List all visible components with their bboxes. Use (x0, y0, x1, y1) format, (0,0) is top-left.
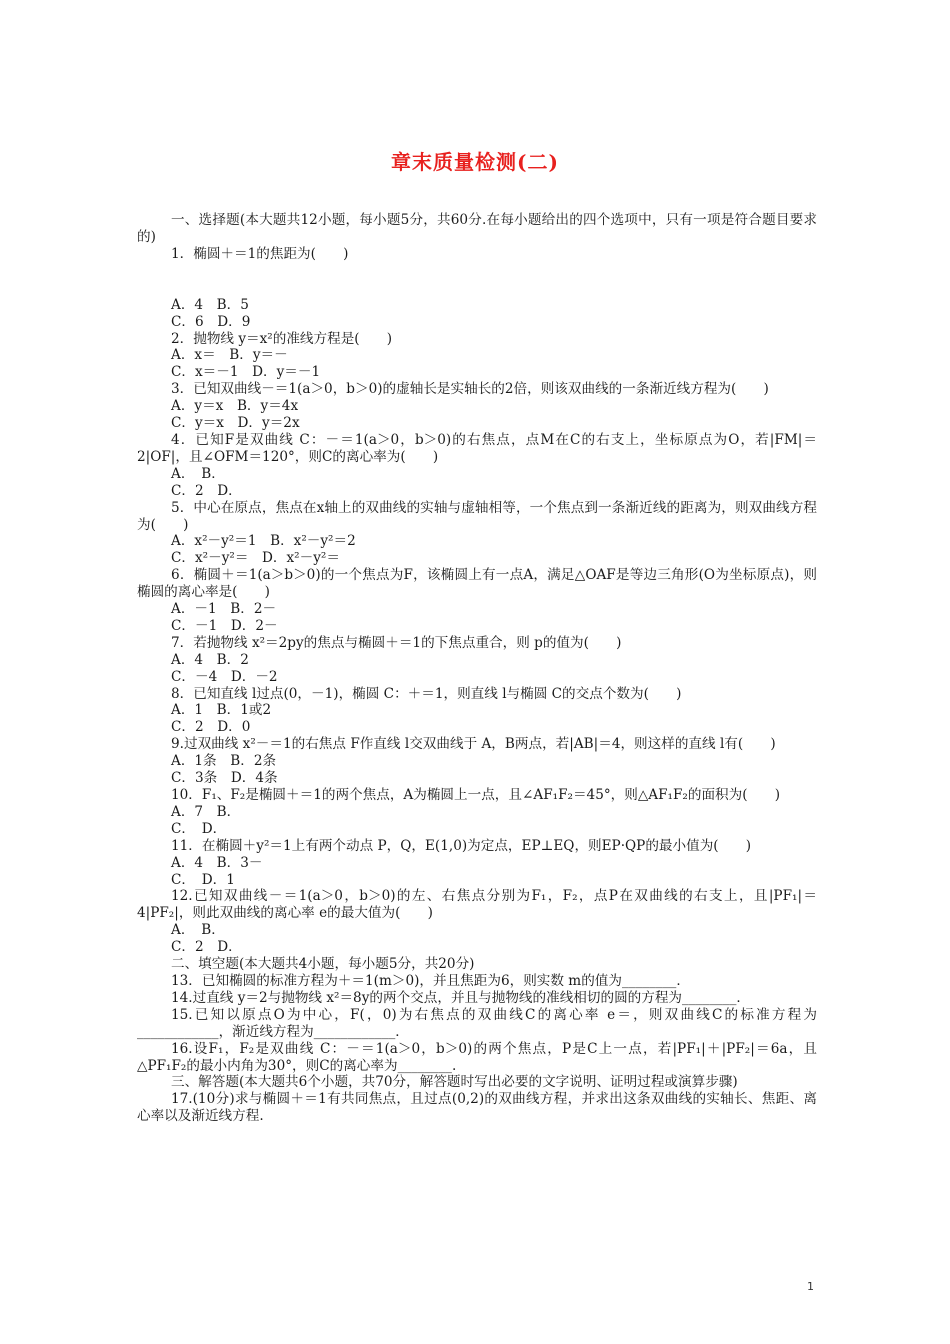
question-6-options-c-d: C．－1 D．2－ (171, 617, 278, 634)
question-10: 10．F₁、F₂是椭圆＋＝1的两个焦点，A为椭圆上一点，且∠AF₁F₂＝45°，则△AF₁F₂的面积为( ) (171, 787, 781, 803)
question-5: 5．中心在原点，焦点在x轴上的双曲线的实轴与虚轴相等，一个焦点到一条渐近线的距离为，则双曲线方程为( ) (137, 499, 817, 533)
question-14: 14.过直线 y＝2与抛物线 x²＝8y的两个交点，并且与抛物线的准线相切的圆的方程为________． (171, 989, 750, 1006)
question-9-options-c-d: C．3条 D．4条 (171, 770, 278, 787)
question-3-options-c-d: C．y＝x D．y＝2x (171, 415, 300, 432)
question-12-options-c-d: C．2 D． (171, 939, 242, 956)
question-11-options-c-d: C． D．1 (171, 871, 235, 888)
section-header-fill-in: 二、填空题(本大题共4小题，每小题5分，共20分) (171, 956, 475, 973)
question-17: 17.(10分)求与椭圆＋＝1有共同焦点，且过点(0,2)的双曲线方程，并求出这条双曲线的实轴长、焦距、离心率以及渐近线方程. (137, 1091, 817, 1125)
question-16: 16.设F₁，F₂是双曲线 C：－＝1(a＞0，b＞0)的两个焦点，P是C上一点，若|PF₁|＋|PF₂|＝6a，且△PF₁F₂的最小内角为30°，则C的离心率为________. (137, 1040, 817, 1074)
question-13: 13．已知椭圆的标准方程为＋＝1(m＞0)，并且焦距为6，则实数 m的值为________． (171, 972, 690, 989)
question-9: 9.过双曲线 x²－＝1的右焦点 F作直线 l交双曲线于 A，B两点，若|AB|＝4，则这样的直线 l有( ) (171, 736, 776, 753)
question-4: 4．已知F是双曲线 C：－＝1(a＞0，b＞0)的右焦点，点M在C的右支上，坐标原点为O，若|FM|＝2|OF|，且∠OFM＝120°，则C的离心率为( ) (137, 431, 817, 465)
question-7-options-c-d: C．－4 D．－2 (171, 668, 278, 685)
question-5-options-a-b: A．x²－y²＝1 B．x²－y²＝2 (171, 533, 356, 550)
question-2-options-a-b: A．x＝ B．y＝－ (171, 347, 288, 364)
question-10-options-a-b: A．7 B． (171, 803, 241, 820)
question-1-options-a-b: A．4 B．5 (171, 296, 249, 313)
question-7: 7．若抛物线 x²＝2py的焦点与椭圆＋＝1的下焦点重合，则 p的值为( ) (171, 634, 622, 651)
question-5-options-c-d: C．x²－y²＝ D．x²－y²＝ (171, 550, 340, 567)
document-title: 章末质量检测(二) (391, 150, 559, 174)
page-number: 1 (807, 1280, 814, 1293)
question-6: 6．椭圆＋＝1(a＞b＞0)的一个焦点为F，该椭圆上有一点A，满足△OAF是等边三角形(O为坐标原点)，则椭圆的离心率是( ) (137, 567, 817, 601)
question-3: 3．已知双曲线－＝1(a＞0，b＞0)的虚轴长是实轴长的2倍，则该双曲线的一条渐近线方程为( ) (171, 381, 769, 398)
question-8: 8．已知直线 l过点(0，－1)，椭圆 C：＋＝1，则直线 l与椭圆 C的交点个数为( ) (171, 685, 682, 702)
question-4-options-c-d: C．2 D． (171, 482, 242, 499)
question-12: 12.已知双曲线－＝1(a＞0，b＞0)的左、右焦点分别为F₁，F₂，点P在双曲线的右支上，且|PF₁|＝4|PF₂|，则此双曲线的离心率 e的最大值为( ) (137, 888, 817, 922)
question-7-options-a-b: A．4 B．2 (171, 651, 249, 668)
question-4-options-a-b: A． B． (171, 465, 225, 482)
question-6-options-a-b: A．－1 B．2－ (171, 601, 277, 618)
section-header-choice: 一、选择题(本大题共12小题，每小题5分，共60分.在每小题给出的四个选项中，只有一项是符合题目要求的) (137, 212, 817, 245)
question-15: 15.已知以原点O为中心，F(，0)为右焦点的双曲线C的离心率 e＝，则双曲线C的标准方程为____________，渐近线方程为____________． (137, 1006, 817, 1040)
document-body (137, 212, 817, 1125)
question-11-options-a-b: A．4 B．3－ (171, 854, 263, 871)
question-9-options-a-b: A．1条 B．2条 (171, 753, 277, 770)
question-8-options-c-d: C．2 D．0 (171, 719, 251, 736)
question-12-options-a-b: A． B． (171, 922, 225, 939)
question-11: 11．在椭圆＋y²＝1上有两个动点 P，Q，E(1,0)为定点，EP⊥EQ，则EP·QP的最小值为( ) (171, 837, 752, 854)
section-header-answer: 三、解答题(本大题共6个小题，共70分，解答题时写出必要的文字说明、证明过程或演算步骤) (171, 1074, 738, 1091)
question-3-options-a-b: A．y＝x B．y＝4x (171, 398, 299, 415)
question-2: 2．抛物线 y＝x²的准线方程是( ) (171, 330, 393, 347)
question-10-options-c-d: C． D． (171, 820, 227, 837)
question-8-options-a-b: A．1 B．1或2 (171, 702, 272, 719)
question-1: 1．椭圆＋＝1的焦距为( ) (171, 245, 349, 262)
question-1-options-c-d: C．6 D．9 (171, 313, 251, 330)
question-2-options-c-d: C．x＝－1 D．y＝－1 (171, 364, 321, 381)
